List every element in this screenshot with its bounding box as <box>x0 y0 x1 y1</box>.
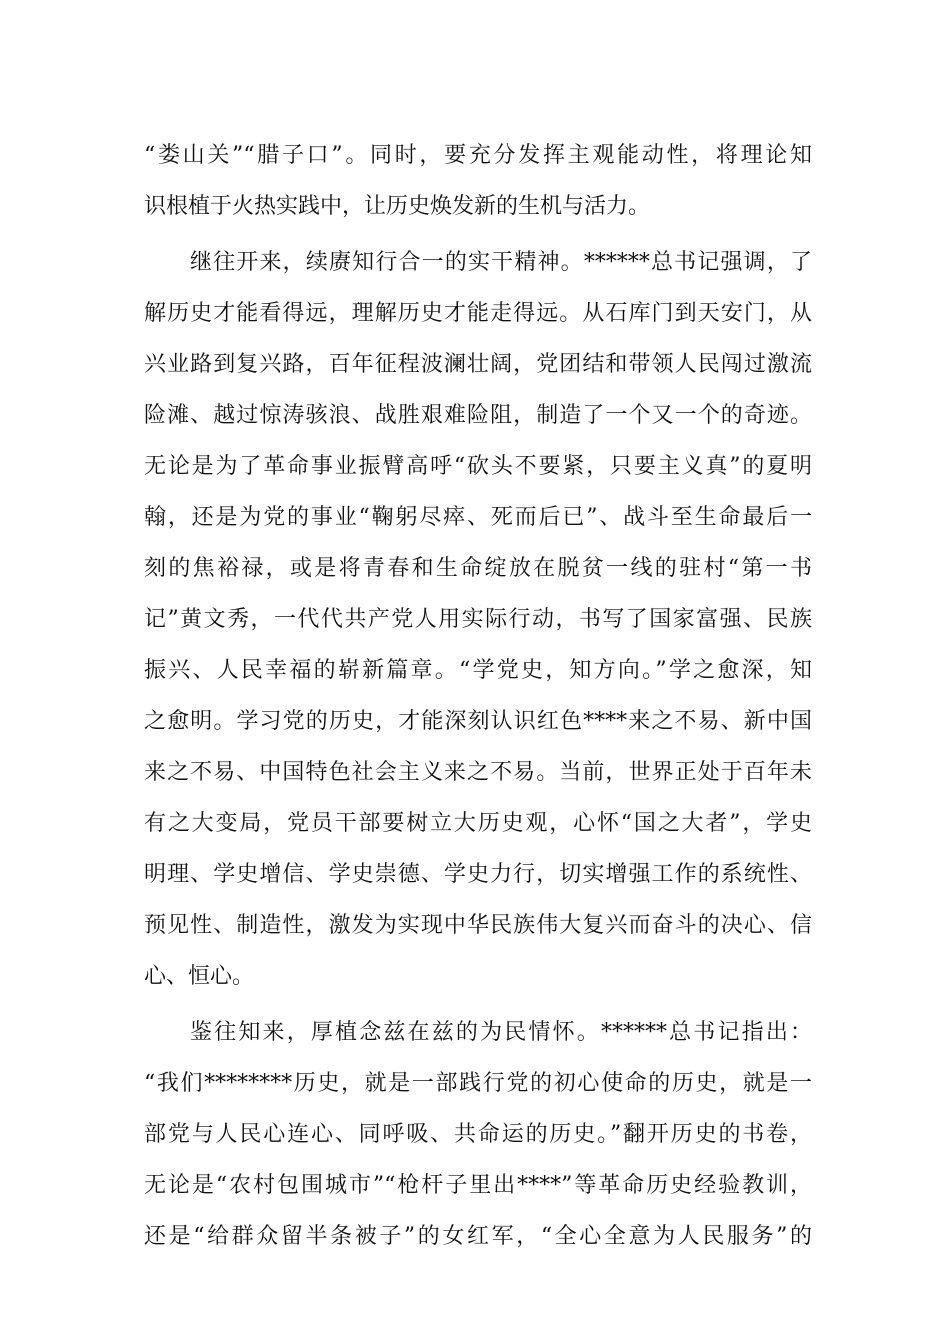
text-line: 继往开来，续赓知行合一的实干精神。******总书记强调，了 <box>190 250 812 275</box>
text-line: 心、恒心。 <box>144 964 255 989</box>
text-line: 部党与人民心连心、同呼吸、共命运的历史。”翻开历史的书卷， <box>144 1122 812 1147</box>
text-line: 无论是“农村包围城市”“枪杆子里出****”等革命历史经验教训， <box>144 1173 812 1198</box>
body-text <box>144 130 812 1262</box>
text-line: 来之不易、中国特色社会主义来之不易。当前，世界正处于百年未 <box>144 760 812 785</box>
text-line: 振兴、人民幸福的崭新篇章。“学党史，知方向。”学之愈深，知 <box>144 658 812 683</box>
text-line: 险滩、越过惊涛骇浪、战胜艰难险阻，制造了一个又一个的奇迹。 <box>144 403 812 428</box>
text-line: 刻的焦裕禄，或是将青春和生命绽放在脱贫一线的驻村“第一书 <box>144 556 812 581</box>
text-line: 识根植于火热实践中，让历史焕发新的生机与活力。 <box>144 194 651 219</box>
text-line: 翰，还是为党的事业“鞠躬尽瘁、死而后已”、战斗至生命最后一 <box>144 505 812 530</box>
text-line: 兴业路到复兴路，百年征程波澜壮阔，党团结和带领人民闯过激流 <box>144 352 812 377</box>
text-line: 明理、学史增信、学史崇德、学史力行，切实增强工作的系统性、 <box>144 862 812 887</box>
paragraph <box>144 1007 812 1262</box>
paragraph <box>144 237 812 1002</box>
paragraph <box>144 130 812 232</box>
text-line: 记”黄文秀，一代代共产党人用实际行动，书写了国家富强、民族 <box>144 607 812 632</box>
text-line: 还是“给群众留半条被子”的女红军，“全心全意为人民服务”的 <box>144 1224 812 1249</box>
text-line: 解历史才能看得远，理解历史才能走得远。从石库门到天安门，从 <box>144 301 812 326</box>
text-line: “娄山关”“腊子口”。同时，要充分发挥主观能动性，将理论知 <box>144 143 812 168</box>
text-line: “我们********历史，就是一部践行党的初心使命的历史，就是一 <box>144 1071 812 1096</box>
text-line: 无论是为了革命事业振臂高呼“砍头不要紧，只要主义真”的夏明 <box>144 454 812 479</box>
text-line: 有之大变局，党员干部要树立大历史观，心怀“国之大者”，学史 <box>144 811 812 836</box>
text-line: 预见性、制造性，激发为实现中华民族伟大复兴而奋斗的决心、信 <box>144 913 812 938</box>
text-line: 之愈明。学习党的历史，才能深刻认识红色****来之不易、新中国 <box>144 709 812 734</box>
text-line: 鉴往知来，厚植念兹在兹的为民情怀。******总书记指出： <box>190 1020 812 1045</box>
